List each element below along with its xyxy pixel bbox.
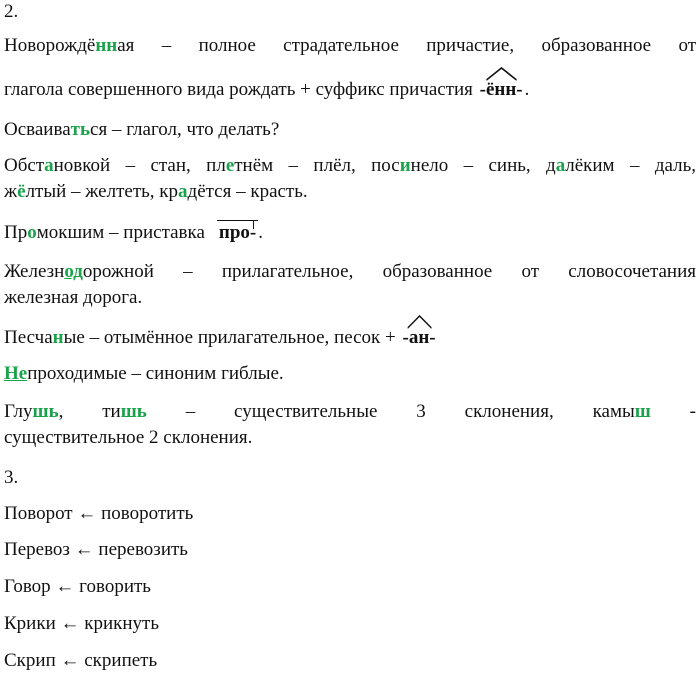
highlighted-underlined-letters: Не xyxy=(4,363,28,384)
text-segment: глагола совершенного вида рождать + суффикс причастия xyxy=(4,79,478,100)
answer-line-peschanye xyxy=(4,326,438,350)
text-segment: Обст xyxy=(4,155,45,176)
text-segment: проходимые – синоним гиблые. xyxy=(27,363,284,384)
highlighted-letters: о xyxy=(27,222,37,243)
derivation-item: Поворот ← поворотить xyxy=(4,503,194,524)
text-segment: Глу xyxy=(4,401,33,422)
text-segment: ые – отымённое прилагательное, песок + xyxy=(63,327,396,348)
highlighted-letters: и xyxy=(399,155,411,176)
text-segment: мокшим – приставка xyxy=(36,222,205,243)
text-segment: Осваива xyxy=(4,119,71,140)
answer-line-glush xyxy=(4,400,696,424)
text-segment: нело – синь, д xyxy=(410,155,556,176)
text-segment: . xyxy=(258,222,263,243)
highlighted-letters: е xyxy=(225,155,235,176)
text-segment: , ти xyxy=(58,401,121,422)
text-segment: ж xyxy=(4,181,18,202)
answer-line-zheltyy xyxy=(4,180,308,204)
text-segment: Песча xyxy=(4,327,53,348)
suffix-roof-icon xyxy=(478,67,525,81)
text-segment: дётся – красть. xyxy=(187,181,308,202)
answer-line-zheleznodorozhnoy-cont xyxy=(4,286,142,310)
derivation-item: Перевоз ← перевозить xyxy=(4,539,188,560)
text-segment: существительное 2 склонения. xyxy=(4,427,253,448)
highlighted-letters: нн xyxy=(95,35,118,56)
text-segment: Пр xyxy=(4,222,28,243)
derivation-item: Скрип ← скрипеть xyxy=(4,650,158,671)
answer-line-promokshim xyxy=(4,220,263,245)
text-segment: железная дорога. xyxy=(4,287,143,308)
text-segment: орожной – прилагательное, образованное от словосочетания xyxy=(82,261,696,282)
text-segment: новкой – стан, пл xyxy=(53,155,226,176)
answer-line-novorozhdennaya xyxy=(4,34,696,58)
highlighted-letters: а xyxy=(178,181,188,202)
answer-line-neprohodimye xyxy=(4,362,284,386)
derivation-item: Крики ← крикнуть xyxy=(4,613,160,634)
answer-line-novorozhdennaya-cont xyxy=(4,78,529,102)
highlighted-letters: шь xyxy=(120,401,147,422)
highlighted-letters: ё xyxy=(17,181,26,202)
highlighted-underlined-letters: од xyxy=(64,261,83,282)
answer-line-osvaivatsya xyxy=(4,118,279,142)
section-2-number: 2. xyxy=(4,1,19,22)
text-segment: Новорождё xyxy=(4,35,96,56)
section-3-number: 3. xyxy=(4,467,19,488)
highlighted-letters: н xyxy=(52,327,64,348)
text-segment: ая – полное страдательное причастие, образованное от xyxy=(117,35,696,56)
highlighted-letters: а xyxy=(44,155,54,176)
text-segment: тнём – плёл, пос xyxy=(234,155,400,176)
text-segment: – существительные 3 склонения, камы xyxy=(146,401,635,422)
text-segment: лёким – даль, xyxy=(565,155,696,176)
text-segment: - xyxy=(650,401,696,422)
prefix-morpheme: про- xyxy=(218,222,257,243)
derivation-item: Говор ← говорить xyxy=(4,576,151,597)
text-segment: лтый – желтеть, кр xyxy=(25,181,179,202)
answer-line-zheleznodorozhnoy xyxy=(4,260,696,284)
text-segment: Железн xyxy=(4,261,65,282)
highlighted-letters: ш xyxy=(634,401,651,422)
answer-line-obstanovkoy xyxy=(4,154,696,178)
suffix-morpheme: -ан- xyxy=(401,326,438,350)
text-segment: ся – глагол, что делать? xyxy=(90,119,280,140)
highlighted-letters: шь xyxy=(32,401,59,422)
suffix-roof-icon xyxy=(401,315,438,329)
highlighted-letters: а xyxy=(555,155,566,176)
suffix-morpheme: -ённ- xyxy=(478,78,525,102)
highlighted-letters: ть xyxy=(70,119,91,140)
text-segment: . xyxy=(524,79,530,100)
answer-line-glush-cont xyxy=(4,426,252,450)
